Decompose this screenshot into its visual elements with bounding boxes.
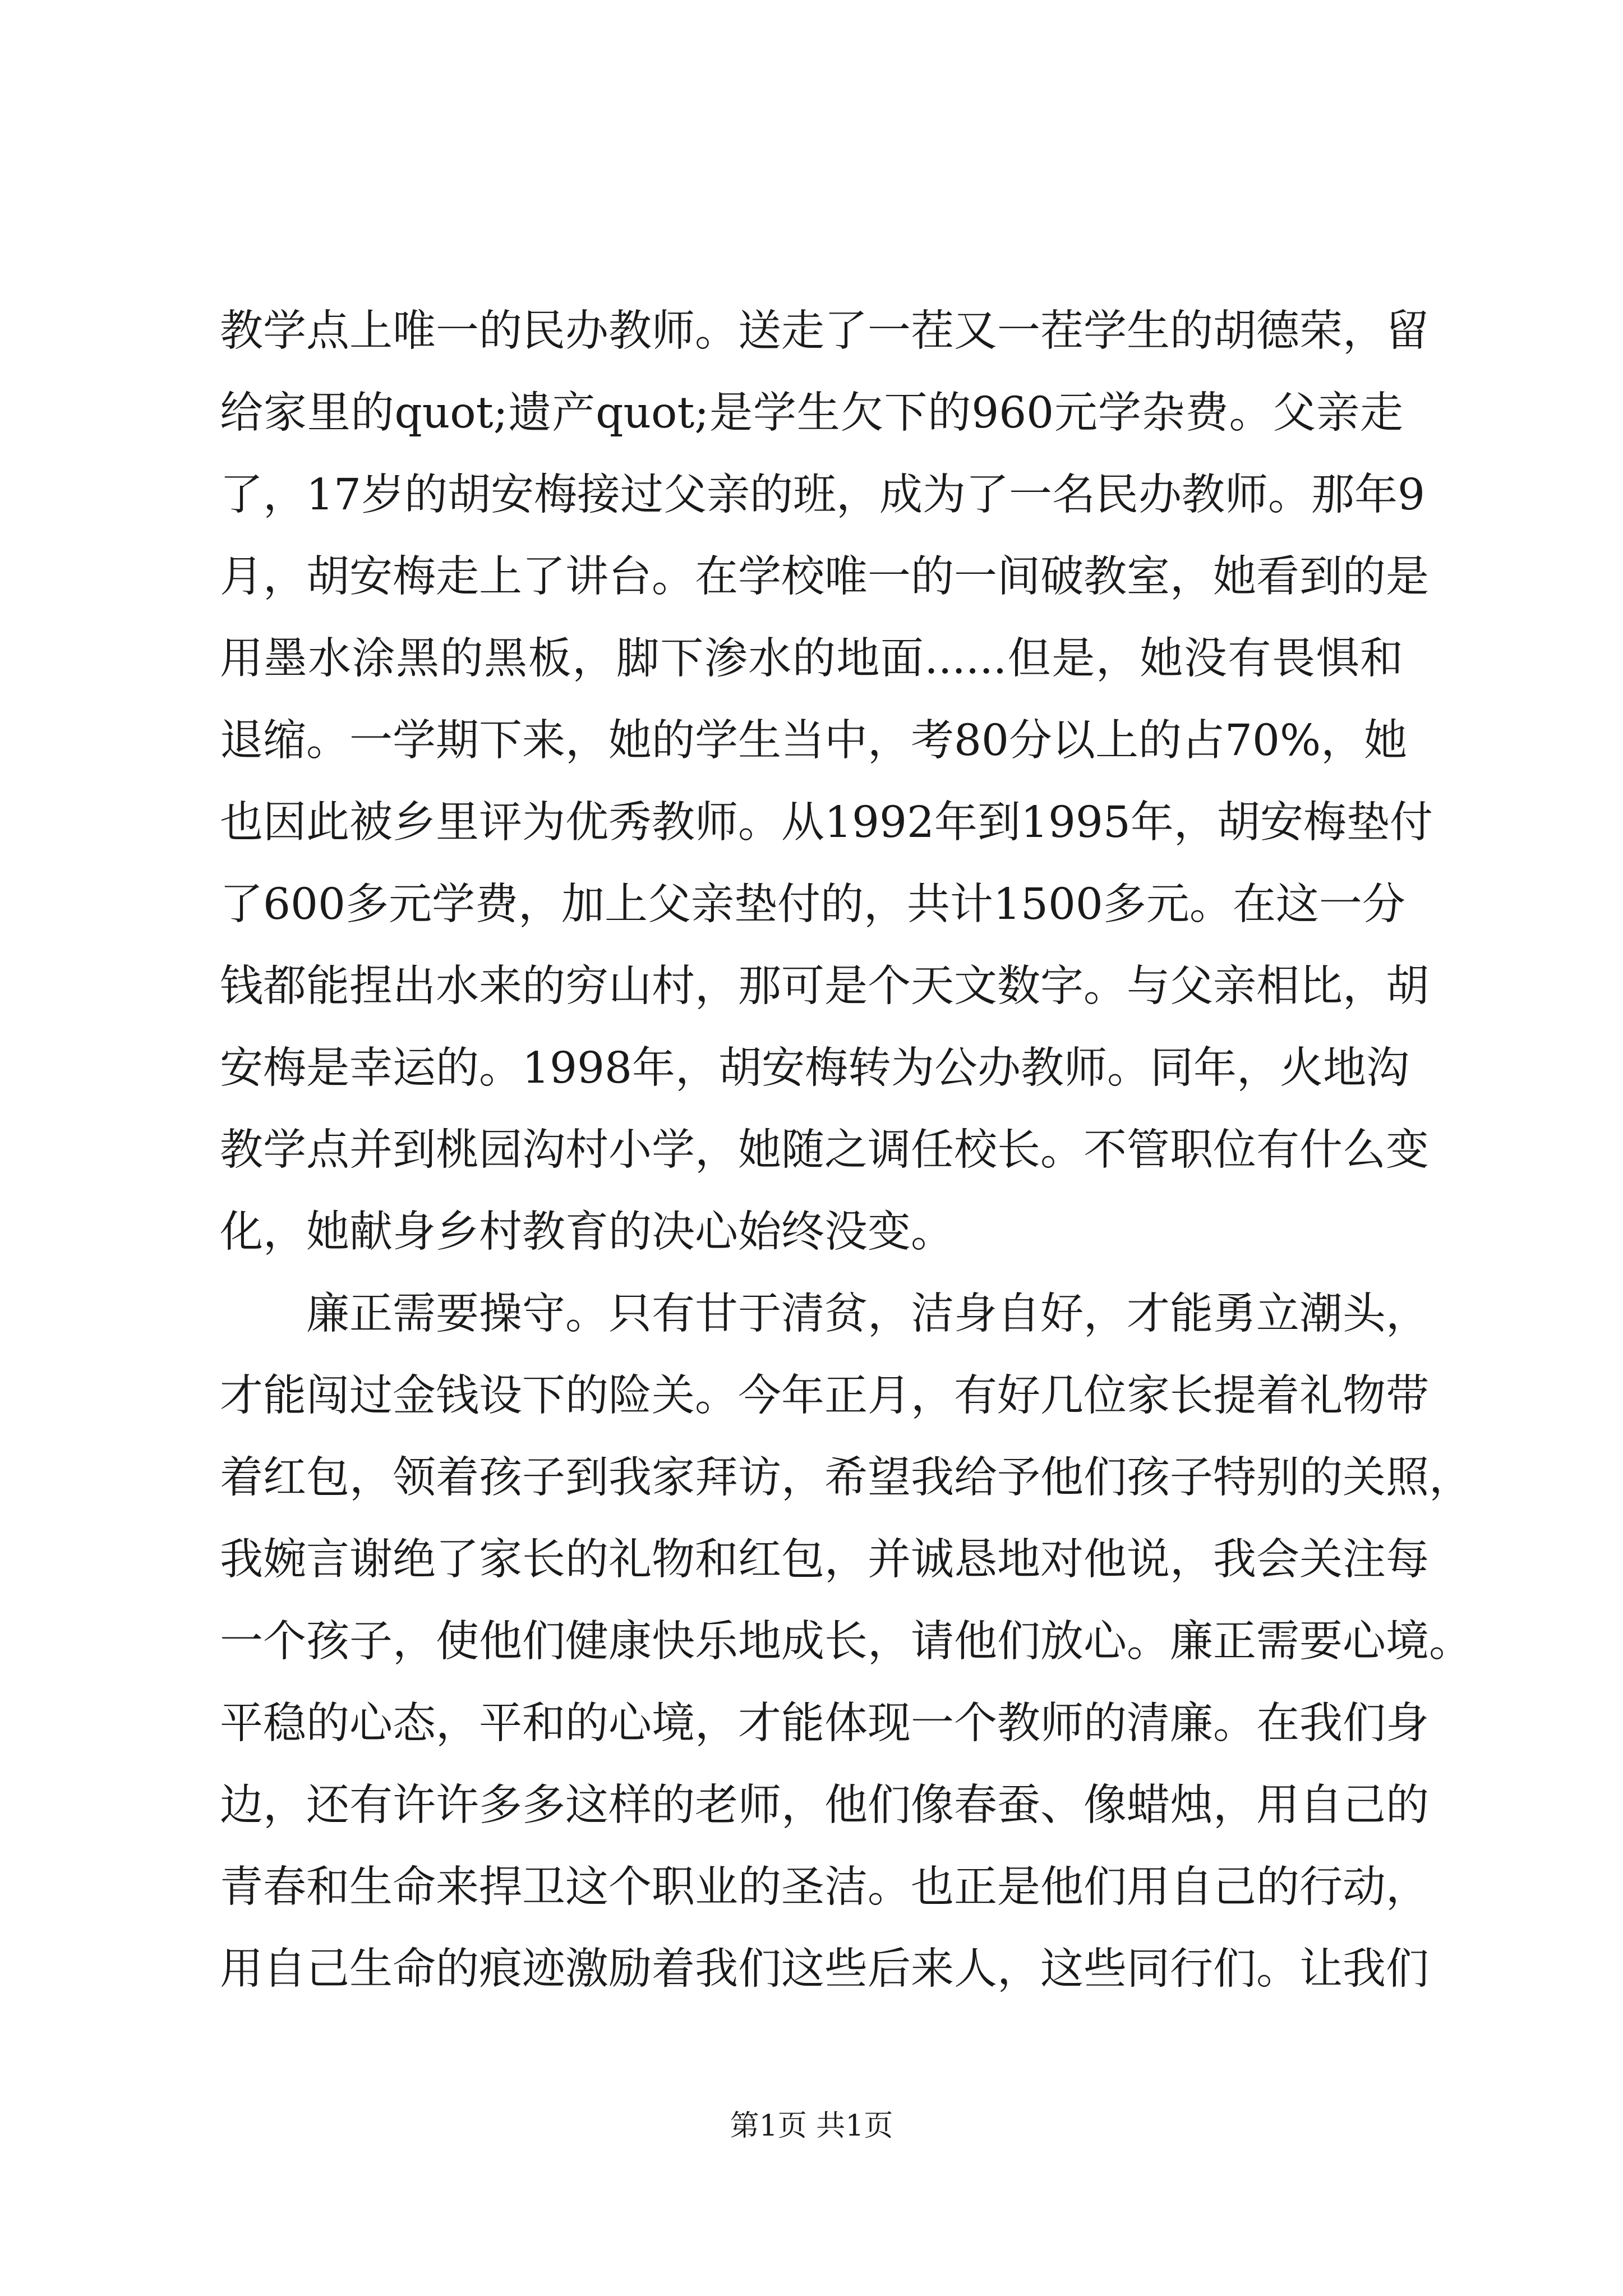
text-line: 退缩。一学期下来，她的学生当中，考80分以上的占70%，她 <box>220 716 1408 766</box>
text-line: 平稳的心态，平和的心境，才能体现一个教师的清廉。在我们身 <box>220 1699 1429 1749</box>
text-line: 边，还有许许多多这样的老师，他们像春蚕、像蜡烛，用自己的 <box>220 1780 1429 1830</box>
text-line: 着红包，领着孩子到我家拜访，希望我给予他们孩子特别的关照， <box>220 1453 1472 1503</box>
paragraph-2 <box>220 1273 1472 2010</box>
text-line: 我婉言谢绝了家长的礼物和红包，并诚恳地对他说，我会关注每 <box>220 1535 1429 1585</box>
text-line: 钱都能捏出水来的穷山村，那可是个天文数字。与父亲相比，胡 <box>220 961 1429 1011</box>
text-line: 化，她献身乡村教育的决心始终没变。 <box>220 1207 954 1257</box>
text-line: 教学点并到桃园沟村小学，她随之调任校长。不管职位有什么变 <box>220 1125 1429 1175</box>
text-line: 用自己生命的痕迹激励着我们这些后来人，这些同行们。让我们 <box>220 1944 1429 1994</box>
document-body <box>220 291 1472 2010</box>
text-line: 青春和生命来捍卫这个职业的圣洁。也正是他们用自己的行动， <box>220 1862 1429 1912</box>
text-line: 给家里的quot;遗产quot;是学生欠下的960元学杂费。父亲走 <box>220 388 1403 438</box>
text-line: 一个孩子，使他们健康快乐地成长，请他们放心。廉正需要心境。 <box>220 1617 1472 1667</box>
page-footer <box>0 2109 1623 2143</box>
text-line: 廉正需要操守。只有甘于清贫，洁身自好，才能勇立潮头， <box>306 1289 1429 1339</box>
text-line: 了，17岁的胡安梅接过父亲的班，成为了一名民办教师。那年9 <box>220 470 1425 520</box>
text-line: 才能闯过金钱设下的险关。今年正月，有好几位家长提着礼物带 <box>220 1371 1429 1421</box>
text-line: 月，胡安梅走上了讲台。在学校唯一的一间破教室，她看到的是 <box>220 552 1429 602</box>
text-line: 安梅是幸运的。1998年，胡安梅转为公办教师。同年，火地沟 <box>220 1043 1409 1093</box>
text-line: 也因此被乡里评为优秀教师。从1992年到1995年，胡安梅垫付 <box>220 798 1433 848</box>
text-line: 了600多元学费，加上父亲垫付的，共计1500多元。在这一分 <box>220 880 1405 930</box>
page-number-label: 第1页 共1页 <box>730 2109 893 2143</box>
text-line: 教学点上唯一的民办教师。送走了一茬又一茬学生的胡德荣，留 <box>220 306 1429 356</box>
paragraph-1 <box>220 291 1433 1273</box>
text-line: 用墨水涂黑的黑板，脚下渗水的地面......但是，她没有畏惧和 <box>220 634 1403 684</box>
